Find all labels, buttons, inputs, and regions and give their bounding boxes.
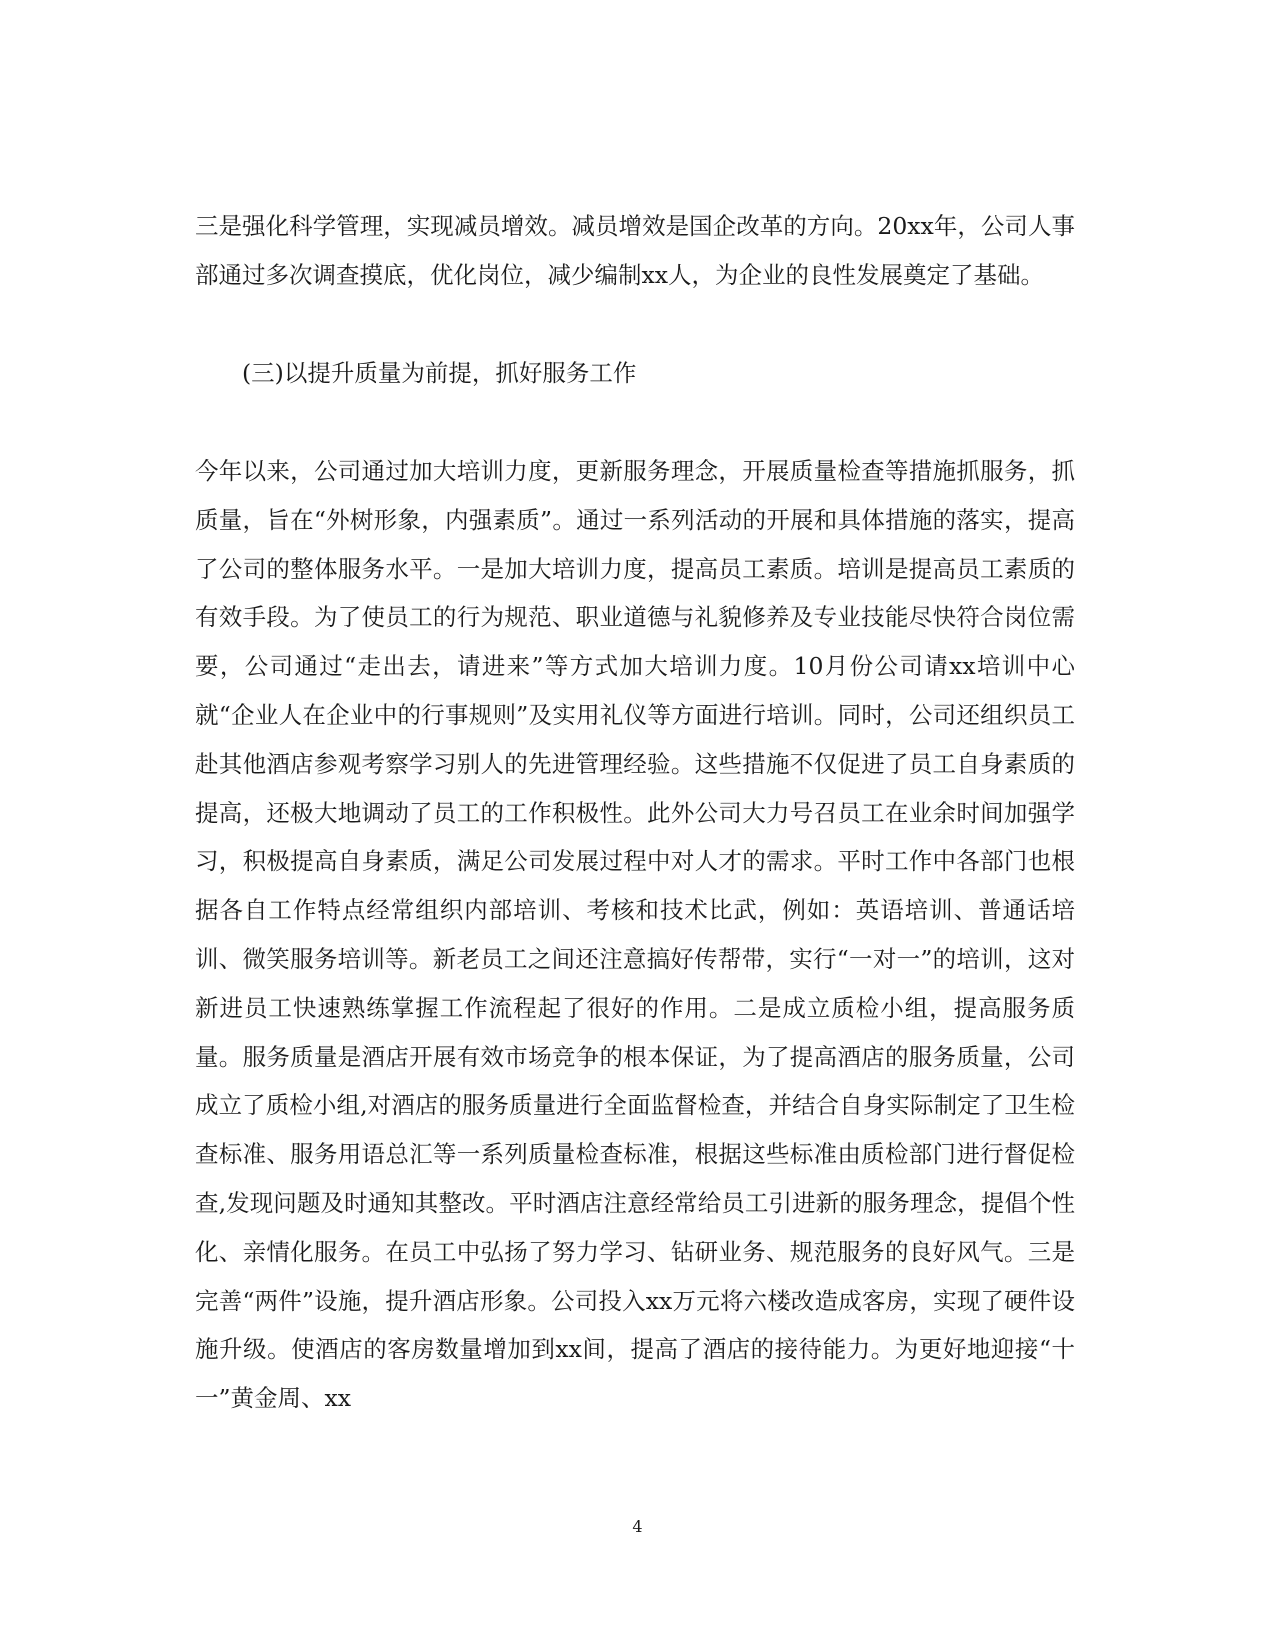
page-number: 4 [632,1517,643,1536]
body-paragraph: 三是强化科学管理，实现减员增效。减员增效是国企改革的方向。20xx年，公司人事部通过多次调查摸底，优化岗位，减少编制xx人，为企业的良性发展奠定了基础。 [195,212,1075,289]
section-heading: (三)以提升质量为前提，抓好服务工作 [242,359,637,387]
body-paragraph: 今年以来，公司通过加大培训力度，更新服务理念，开展质量检查等措施抓服务，抓质量，旨在“外树形象，内强素质”。通过一系列活动的开展和具体措施的落实，提高了公司的整体服务水平。一是加大培训力度，提高员工素质。培训是提高员工素质的有效手段。为了使员工的行为规范、职业道德与礼貌修养及专业技能尽快符合岗位需要，公司通过“走出去，请进来”等方式加大培训力度。10月份公司请xx培训中心就“企业人在企业中的行事规则”及实用礼仪等方面进行培训。同时，公司还组织员工赴其他酒店参观考察学习别人的先进管理经验。这些措施不仅促进了员工自身素质的提高，还极大地调动了员工的工作积极性。此外公司大力号召员工在业余时间加强学习，积极提高自身素质，满足公司发展过程中对人才的需求。平时工作中各部门也根据各自工作特点经常组织内部培训、考核和技术比武，例如：英语培训、普通话培训、微笑服务培训等。新老员工之间还注意搞好传帮带，实行“一对一”的培训，这对新进员工快速熟练掌握工作流程起了很好的作用。二是成立质检小组，提高服务质量。服务质量是酒店开展有效市场竞争的根本保证，为了提高酒店的服务质量，公司成立了质检小组,对酒店的服务质量进行全面监督检查，并结合自身实际制定了卫生检查标准、服务用语总汇等一系列质量检查标准，根据这些标准由质检部门进行督促检查,发现问题及时通知其整改。平时酒店注意经常给员工引进新的服务理念，提倡个性化、亲情化服务。在员工中弘扬了努力学习、钻研业务、规范服务的良好风气。三是完善“两件”设施，提升酒店形象。公司投入xx万元将六楼改造成客房，实现了硬件设施升级。使酒店的客房数量增加到xx间，提高了酒店的接待能力。为更好地迎接“十一”黄金周、xx [195,457,1075,1413]
